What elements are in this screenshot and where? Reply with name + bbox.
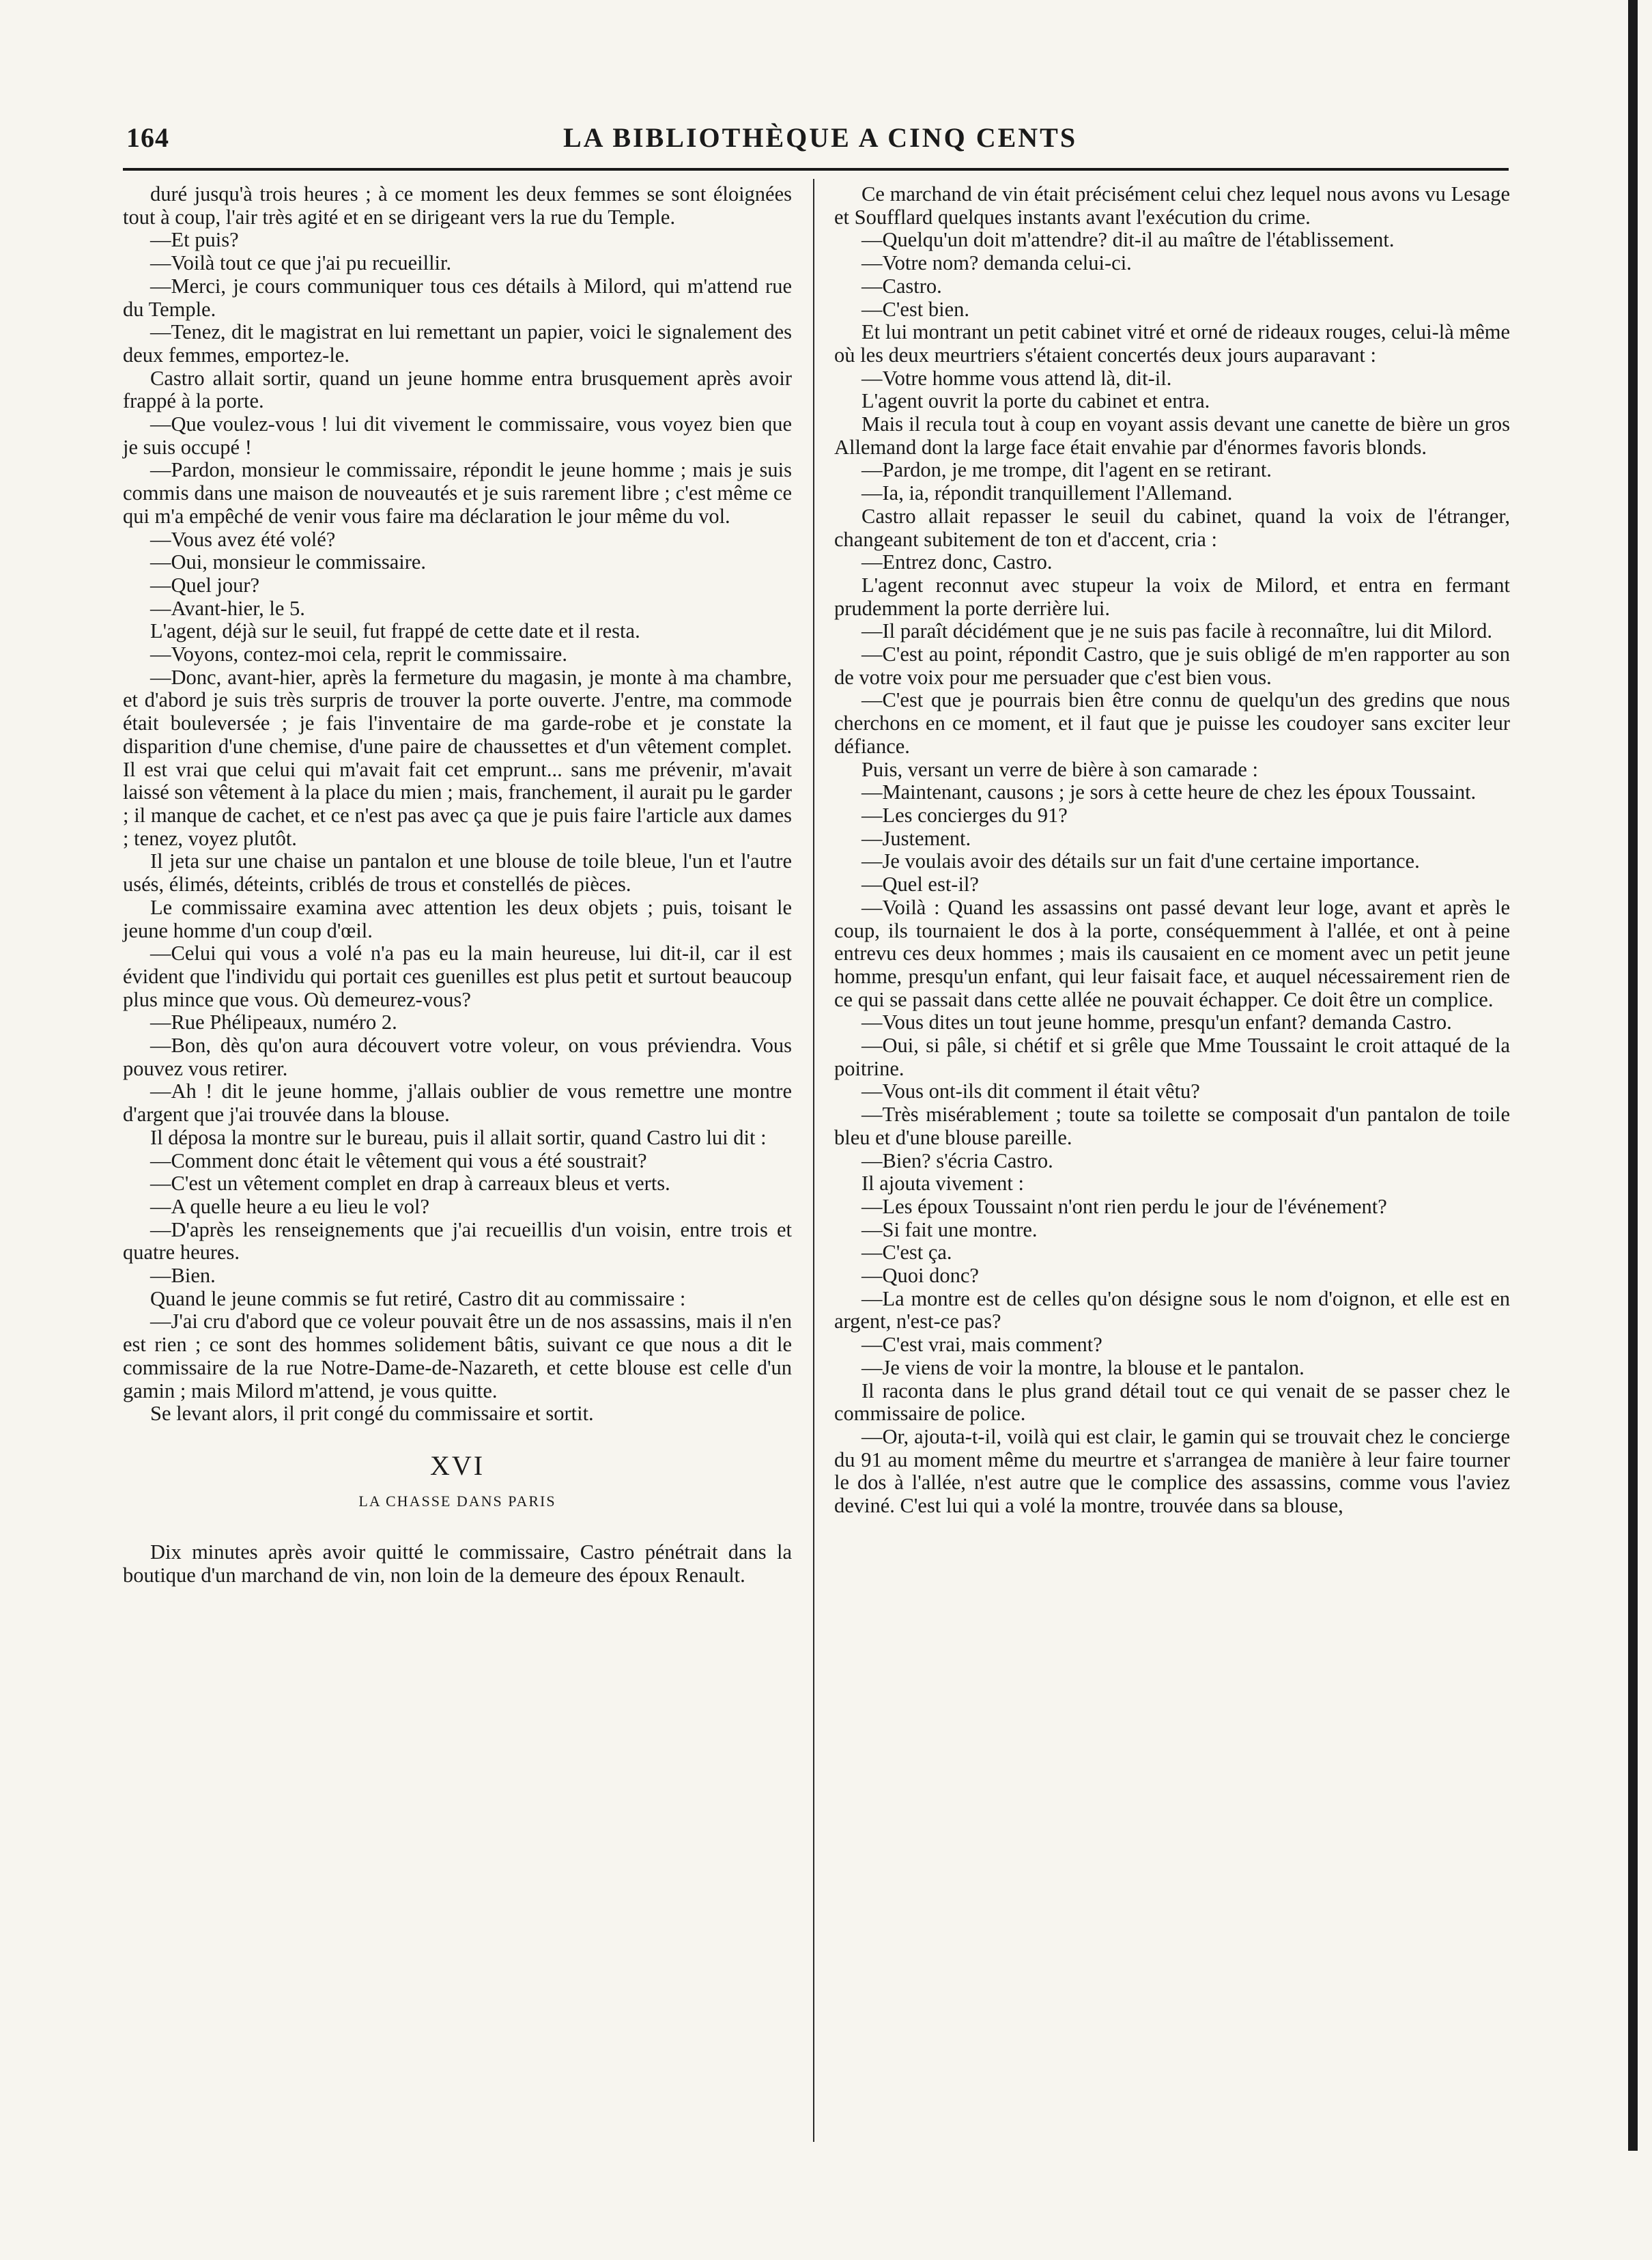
- left-column-after-chapter: [123, 1541, 792, 1587]
- paragraph: Se levant alors, il prit congé du commissaire et sortit.: [150, 1402, 594, 1426]
- paragraph: —Quelqu'un doit m'attendre? dit-il au maître de l'établissement.: [861, 228, 1395, 252]
- right-column: [834, 183, 1510, 1518]
- paragraph: —Merci, je cours communiquer tous ces détails à Milord, qui m'attend rue du Temple.: [123, 274, 792, 321]
- paragraph: —Les concierges du 91?: [861, 803, 1068, 827]
- paragraph: —C'est ça.: [861, 1241, 952, 1265]
- paragraph: Ce marchand de vin était précisément celui chez lequel nous avons vu Lesage et Soufflard quelques instants avant l'exécution du crime.: [834, 182, 1510, 229]
- column-divider: [813, 179, 814, 2142]
- paragraph: Il jeta sur une chaise un pantalon et une blouse de toile bleue, l'un et l'autre usés, élimés, déteints, criblés de trous et constellés de pièces.: [123, 849, 792, 896]
- running-title: LA BIBLIOTHÈQUE A CINQ CENTS: [563, 122, 1078, 153]
- paragraph: —Et puis?: [150, 228, 239, 252]
- paragraph: —Quel est-il?: [861, 873, 979, 896]
- paragraph: —Vous dites un tout jeune homme, presqu'un enfant? demanda Castro.: [861, 1011, 1452, 1034]
- left-column-paragraphs: [123, 183, 792, 1426]
- paragraph: —Il paraît décidément que je ne suis pas facile à reconnaître, lui dit Milord.: [861, 619, 1492, 643]
- paragraph: —Celui qui vous a volé n'a pas eu la main heureuse, lui dit-il, car il est évident que l'individu qui portait ces guenilles est plus petit et surtout beaucoup plus mince que vous. Où demeurez-vous?: [123, 942, 792, 1011]
- paragraph: Il raconta dans le plus grand détail tout ce qui venait de se passer chez le commissaire de police.: [834, 1379, 1510, 1426]
- paragraph: Mais il recula tout à coup en voyant assis devant une canette de bière un gros Allemand dont la large face était envahie par d'énormes favoris blonds.: [834, 412, 1510, 459]
- paragraph: —Bon, dès qu'on aura découvert votre voleur, on vous préviendra. Vous pouvez vous retirer.: [123, 1034, 792, 1080]
- paragraph: —Voilà tout ce que j'ai pu recueillir.: [150, 251, 452, 275]
- paragraph: duré jusqu'à trois heures ; à ce moment les deux femmes se sont éloignées tout à coup, l'air très agité et en se dirigeant vers la rue du Temple.: [123, 182, 792, 229]
- paragraph: —C'est au point, répondit Castro, que je suis obligé de m'en rapporter au son de votre voix pour me persuader que c'est bien vous.: [834, 642, 1510, 689]
- paragraph: —Quel jour?: [150, 573, 260, 597]
- paragraph: —Votre homme vous attend là, dit-il.: [861, 366, 1172, 390]
- paragraph: Dix minutes après avoir quitté le commissaire, Castro pénétrait dans la boutique d'un marchand de vin, non loin de la demeure des époux Renault.: [123, 1540, 792, 1587]
- paragraph: Castro allait sortir, quand un jeune homme entra brusquement après avoir frappé à la porte.: [123, 366, 792, 413]
- paragraph: Castro allait repasser le seuil du cabinet, quand la voix de l'étranger, changeant subitement de ton et d'accent, cria :: [834, 504, 1510, 551]
- paragraph: L'agent reconnut avec stupeur la voix de Milord, et entra en fermant prudemment la porte derrière lui.: [834, 573, 1510, 620]
- paragraph: —Voilà : Quand les assassins ont passé devant leur loge, avant et après le coup, ils tournaient le dos à la porte, conséquemment à l'allée, et ont à peine entrevu ces deux hommes ; mais ils causaient en ce moment avec un petit jeune homme, presqu'un enfant, qui leur faisait face, et auquel nécessairement rien de ce qui se passait dans cette allée ne pouvait échapper. Ce doit être un complice.: [834, 895, 1510, 1011]
- left-column: [123, 183, 792, 1587]
- paragraph: —Justement.: [861, 826, 971, 850]
- paragraph: —Castro.: [861, 274, 942, 298]
- page-number: 164: [126, 122, 169, 153]
- chapter-number: XVI: [429, 1450, 485, 1481]
- paragraph: —Maintenant, causons ; je sors à cette heure de chez les époux Toussaint.: [861, 780, 1477, 804]
- paragraph: —Voyons, contez-moi cela, reprit le commissaire.: [150, 642, 567, 666]
- paragraph: —Je viens de voir la montre, la blouse et le pantalon.: [861, 1355, 1305, 1379]
- paragraph: —Votre nom? demanda celui-ci.: [861, 251, 1132, 275]
- page-header: [126, 122, 1505, 163]
- paragraph: —Bien.: [150, 1264, 216, 1288]
- paragraph: —Oui, si pâle, si chétif et si grêle que Mme Toussaint le croit attaqué de la poitrine.: [834, 1034, 1510, 1080]
- paragraph: —Pardon, je me trompe, dit l'agent en se retirant.: [861, 458, 1272, 482]
- paragraph: —Pardon, monsieur le commissaire, répondit le jeune homme ; mais je suis commis dans une maison de nouveautés et je suis rarement libre ; c'est même ce qui m'a empêché de venir vous faire ma déclaration le jour même du vol.: [123, 458, 792, 528]
- paragraph: —Comment donc était le vêtement qui vous a été soustrait?: [150, 1148, 647, 1172]
- paragraph: —Oui, monsieur le commissaire.: [150, 550, 427, 574]
- paragraph: —Ah ! dit le jeune homme, j'allais oublier de vous remettre une montre d'argent que j'ai trouvée dans la blouse.: [123, 1079, 792, 1127]
- paragraph: —Entrez donc, Castro.: [861, 550, 1053, 574]
- paragraph: —C'est un vêtement complet en drap à carreaux bleus et verts.: [150, 1172, 670, 1196]
- paragraph: —Rue Phélipeaux, numéro 2.: [150, 1011, 397, 1034]
- paragraph: —Avant-hier, le 5.: [150, 596, 305, 620]
- header-rule: [123, 168, 1509, 171]
- paragraph: —J'ai cru d'abord que ce voleur pouvait être un de nos assassins, mais il n'en est rien ; ce sont des hommes solidement bâtis, suivant ce que nous a dit le commissaire de la rue Notre-Dame-de-Nazareth, et cette blouse est celle d'un gamin ; mais Milord m'attend, je vous quitte.: [123, 1310, 792, 1402]
- paragraph: Le commissaire examina avec attention les deux objets ; puis, toisant le jeune homme d'un coup d'œil.: [123, 895, 792, 942]
- paragraph: —Que voulez-vous ! lui dit vivement le commissaire, vous voyez bien que je suis occupé !: [123, 412, 792, 459]
- paragraph: —Si fait une montre.: [861, 1217, 1038, 1241]
- paragraph: —Tenez, dit le magistrat en lui remettant un papier, voici le signalement des deux femmes, emportez-le.: [123, 320, 792, 367]
- paragraph: —C'est vrai, mais comment?: [861, 1333, 1102, 1357]
- paragraph: —La montre est de celles qu'on désigne sous le nom d'oignon, et elle est en argent, n'est-ce pas?: [834, 1286, 1510, 1333]
- paragraph: L'agent, déjà sur le seuil, fut frappé de cette date et il resta.: [150, 619, 640, 643]
- paragraph: —Donc, avant-hier, après la fermeture du magasin, je monte à ma chambre, et d'abord je suis très surpris de trouver la porte ouverte. J'entre, ma commode était bouleversée ; je fais l'inventaire de ma garde-robe et je constate la disparition d'une chemise, d'une paire de chaussettes et d'un vêtement complet. Il est vrai que celui qui m'avait fait cet emprunt... sans me prévenir, m'avait laissé son vêtement à la place du mien ; mais, franchement, il aurait pu le garder ; il manque de cachet, et ce n'est pas avec ça que je puis faire l'article aux dames ; tenez, voyez plutôt.: [123, 665, 792, 850]
- paragraph: —Quoi donc?: [861, 1264, 979, 1288]
- paragraph: —C'est bien.: [861, 297, 969, 321]
- paragraph: —Très misérablement ; toute sa toilette se composait d'un pantalon de toile bleu et d'une blouse pareille.: [834, 1103, 1510, 1149]
- paragraph: —Bien? s'écria Castro.: [861, 1148, 1053, 1172]
- paragraph: —Vous ont-ils dit comment il était vêtu?: [861, 1079, 1200, 1103]
- paragraph: Quand le jeune commis se fut retiré, Castro dit au commissaire :: [150, 1286, 686, 1310]
- paragraph: —Les époux Toussaint n'ont rien perdu le jour de l'événement?: [861, 1194, 1387, 1218]
- paragraph: —Ia, ia, répondit tranquillement l'Allemand.: [861, 481, 1233, 505]
- paragraph: Il ajouta vivement :: [861, 1172, 1024, 1196]
- paragraph: Et lui montrant un petit cabinet vitré et orné de rideaux rouges, celui-là même où les deux meurtriers s'étaient concertés deux jours auparavant :: [834, 320, 1510, 367]
- paragraph: Il déposa la montre sur le bureau, puis il allait sortir, quand Castro lui dit :: [150, 1125, 767, 1149]
- paragraph: —Je voulais avoir des détails sur un fait d'une certaine importance.: [861, 849, 1420, 873]
- scan-edge-bar: [1628, 0, 1638, 2151]
- paragraph: L'agent ouvrit la porte du cabinet et entra.: [861, 389, 1210, 413]
- right-column-paragraphs: [834, 183, 1510, 1518]
- paragraph: —Vous avez été volé?: [150, 527, 336, 551]
- paragraph: —A quelle heure a eu lieu le vol?: [150, 1194, 430, 1218]
- paragraph: Puis, versant un verre de bière à son camarade :: [861, 757, 1258, 781]
- paragraph: —C'est que je pourrais bien être connu de quelqu'un des gredins que nous cherchons en ce moment, et il faut que je puisse les coudoyer sans exciter leur défiance.: [834, 688, 1510, 758]
- paragraph: —D'après les renseignements que j'ai recueillis d'un voisin, entre trois et quatre heures.: [123, 1217, 792, 1265]
- chapter-title: LA CHASSE DANS PARIS: [358, 1492, 556, 1510]
- paragraph: —Or, ajouta-t-il, voilà qui est clair, le gamin qui se trouvait chez le concierge du 91 au moment même du meurtre et s'arrangea de manière à leur faire tourner le dos à l'allée, n'est autre que le complice des assassins, comme vous l'aviez deviné. C'est lui qui a volé la montre, trouvée dans sa blouse,: [834, 1424, 1510, 1518]
